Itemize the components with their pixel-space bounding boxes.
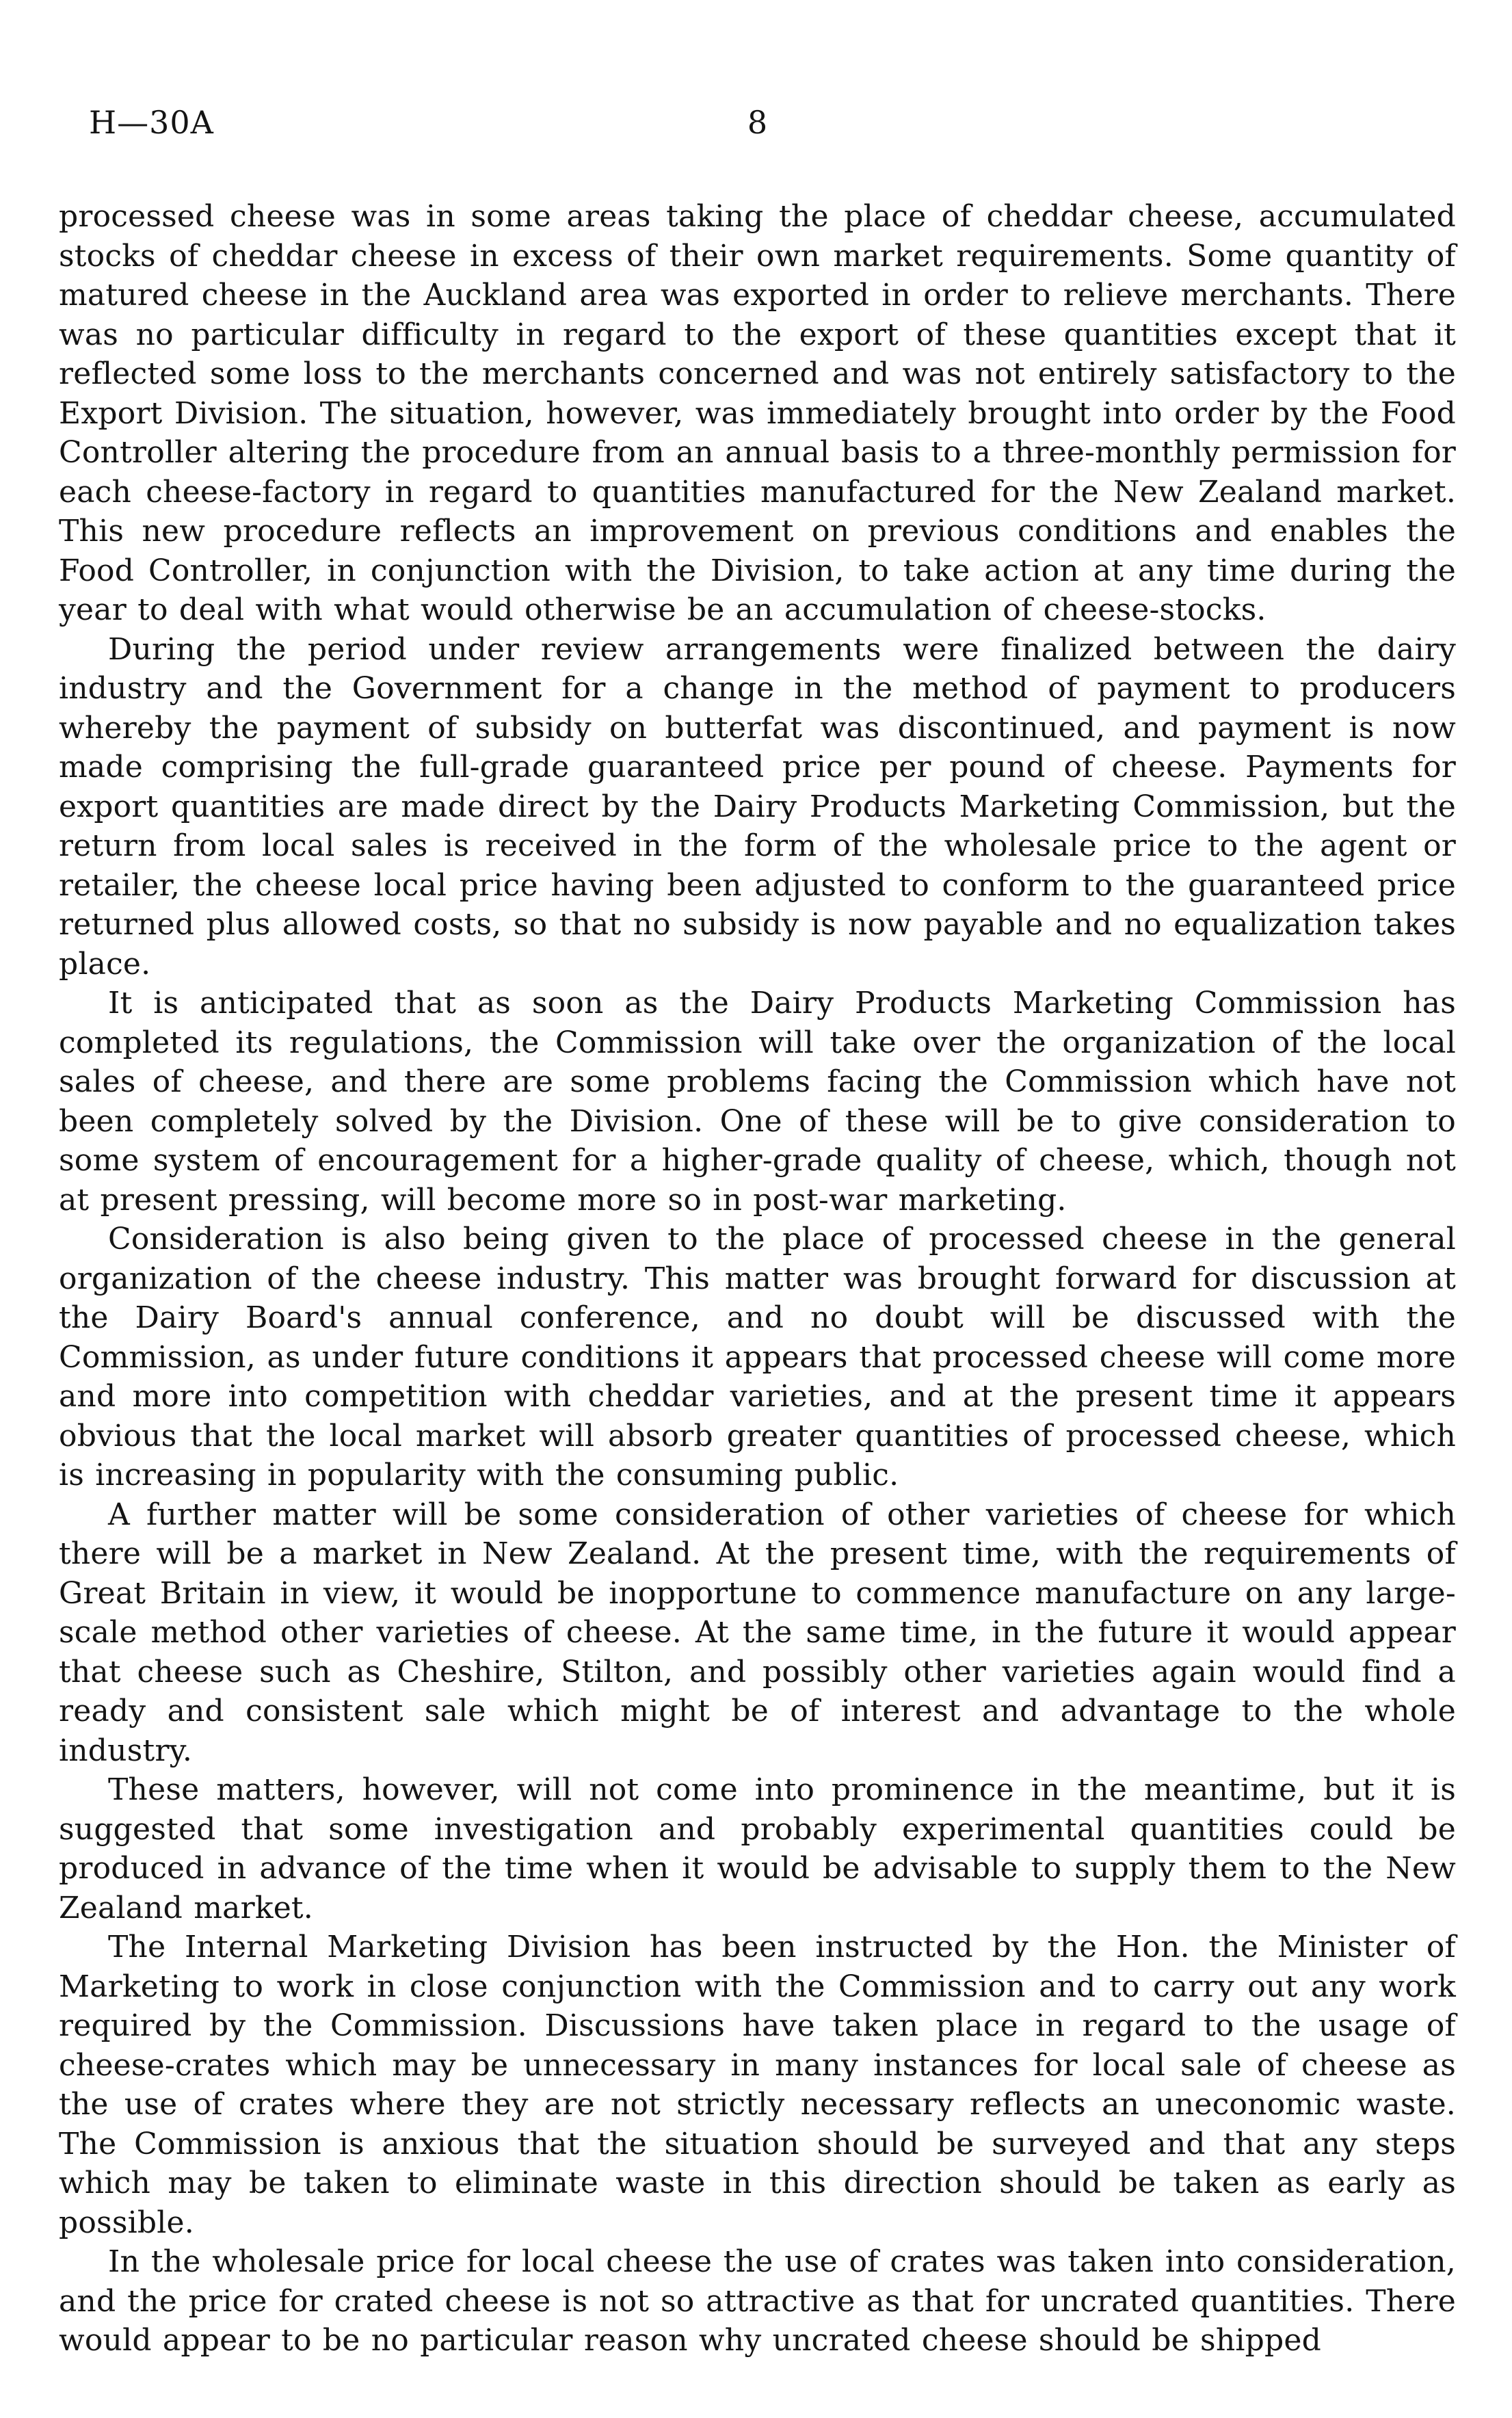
paragraph: It is anticipated that as soon as the Dairy Products Marketing Commission has completed its regulations, the Commission will take over the organization of the local sales of cheese, and there are some problems facing the Commission which have not been completely solved by the Division. One of these will be to give consideration to some system of encouragement for a higher-grade quality of cheese, which, though not at present pressing, will become more so in post-war marketing.: [59, 986, 1456, 1218]
paragraph: In the wholesale price for local cheese the use of crates was taken into consideration, and the price for crated cheese is not so attractive as that for uncrated quantities. There would appear to be no particular reason why uncrated cheese should be shipped: [59, 2244, 1456, 2358]
page-number: 8: [747, 104, 768, 141]
paragraph: Consideration is also being given to the place of processed cheese in the general organization of the cheese industry. This matter was brought forward for discussion at the Dairy Board's annual conference, and no doubt will be discussed with the Commission, as under future conditions it appears that processed cheese will come more and more into competition with cheddar varieties, and at the present time it appears obvious that the local market will absorb greater quantities of processed cheese, which is increasing in popularity with the consuming public.: [59, 1222, 1456, 1493]
document-body: [59, 197, 1456, 2361]
paragraph: A further matter will be some consideration of other varieties of cheese for which there will be a market in New Zealand. At the present time, with the requirements of Great Britain in view, it would be inopportune to commence manufacture on any large-scale method other varieties of cheese. At the same time, in the future it would appear that cheese such as Cheshire, Stilton, and possibly other varieties again would find a ready and consistent sale which might be of interest and advantage to the whole industry.: [59, 1497, 1456, 1768]
paragraph: processed cheese was in some areas taking the place of cheddar cheese, accumulated stocks of cheddar cheese in excess of their own market requirements. Some quantity of matured cheese in the Auckland area was exported in order to relieve merchants. There was no particular difficulty in regard to the export of these quantities except that it reflected some loss to the merchants concerned and was not entirely satisfactory to the Export Division. The situation, however, was immediately brought into order by the Food Controller altering the procedure from an annual basis to a three-monthly permission for each cheese-factory in regard to quantities manufactured for the New Zealand market. This new procedure reflects an improvement on previous conditions and enables the Food Controller, in conjunction with the Division, to take action at any time during the year to deal with what would otherwise be an accumulation of cheese-stocks.: [59, 199, 1456, 627]
document-reference: H—30A: [89, 104, 214, 141]
paragraph: During the period under review arrangements were finalized between the dairy industry and the Government for a change in the method of payment to producers whereby the payment of subsidy on butterfat was discontinued, and payment is now made comprising the full-grade guaranteed price per pound of cheese. Payments for export quantities are made direct by the Dairy Products Marketing Commission, but the return from local sales is received in the form of the wholesale price to the agent or retailer, the cheese local price having been adjusted to conform to the guaranteed price returned plus allowed costs, so that no subsidy is now payable and no equalization takes place.: [59, 631, 1456, 982]
page-header: [59, 101, 1456, 144]
paragraph: These matters, however, will not come into prominence in the meantime, but it is suggested that some investigation and probably experimental quantities could be produced in advance of the time when it would be advisable to supply them to the New Zealand market.: [59, 1772, 1456, 1926]
paragraph: The Internal Marketing Division has been instructed by the Hon. the Minister of Marketing to work in close conjunction with the Commission and to carry out any work required by the Commission. Discussions have taken place in regard to the usage of cheese-crates which may be unnecessary in many instances for local sale of cheese as the use of crates where they are not strictly necessary reflects an uneconomic waste. The Commission is anxious that the situation should be surveyed and that any steps which may be taken to eliminate waste in this direction should be taken as early as possible.: [59, 1930, 1456, 2240]
